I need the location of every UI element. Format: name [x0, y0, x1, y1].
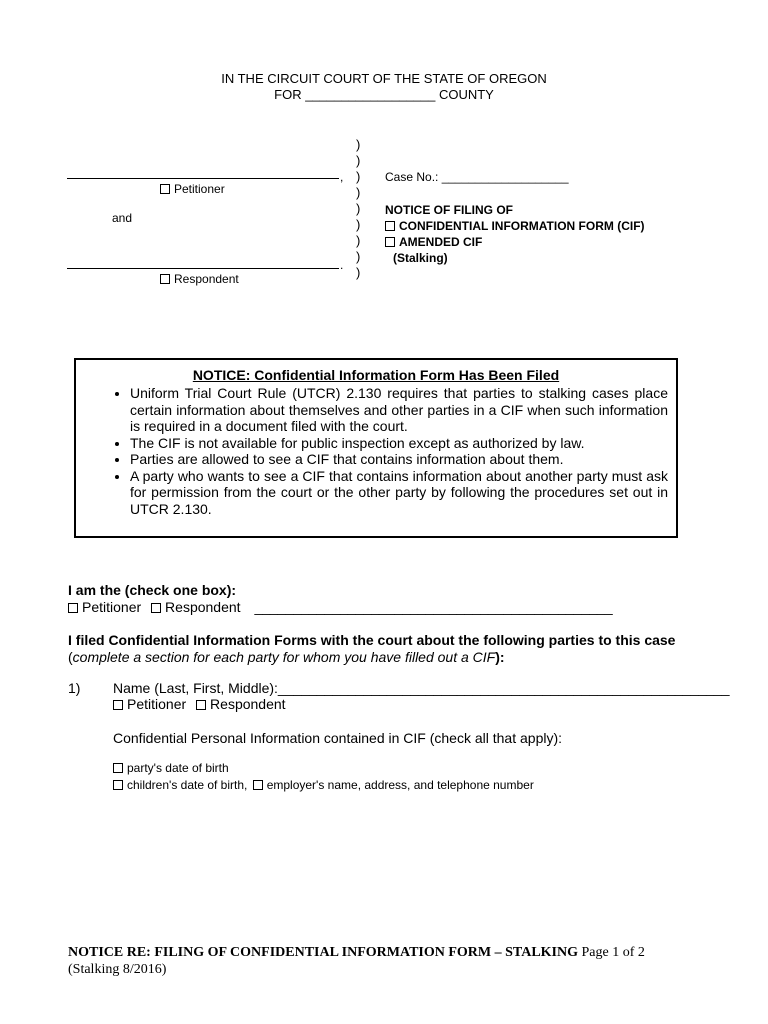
instr-open: ( [68, 649, 73, 665]
children-dob-checkbox[interactable] [113, 780, 123, 790]
caption-paren: ) [356, 169, 361, 184]
filed-instructions [68, 649, 505, 666]
respondent-label: Respondent [174, 272, 239, 286]
iam-petitioner-label: Petitioner [82, 599, 142, 615]
case-number-field[interactable]: Case No.: ___________________ [385, 170, 569, 184]
party-role-options [113, 696, 286, 713]
court-heading: IN THE CIRCUIT COURT OF THE STATE OF OREGON [221, 71, 547, 86]
caption-paren: ) [356, 233, 361, 248]
footer-title [68, 944, 645, 961]
caption-paren: ) [356, 217, 361, 232]
stalking-label: (Stalking) [393, 251, 448, 265]
notice-of-filing-heading: NOTICE OF FILING OF [385, 203, 513, 217]
amended-cif-label: AMENDED CIF [399, 235, 483, 249]
iam-respondent-label: Respondent [165, 599, 241, 615]
caption-paren: ) [356, 185, 361, 200]
party-petitioner-checkbox[interactable] [113, 700, 123, 710]
iam-respondent-checkbox[interactable] [151, 603, 161, 613]
notice-bullet: • A party who wants to see a CIF that contains information about another party must ask for permission from the court or the other party by following the procedures set out in UTCR 2.130. [130, 468, 668, 518]
period: . [340, 258, 344, 272]
iam-name-blank[interactable]: ______________________________________________ [254, 599, 613, 615]
children-employer-options [113, 778, 534, 793]
iam-options [68, 599, 613, 616]
dob-option[interactable] [113, 761, 229, 776]
dob-label: party's date of birth [127, 761, 229, 775]
instr-italic: complete a section for each party for whom you have filled out a CIF [72, 649, 496, 665]
party-petitioner-option[interactable] [113, 696, 186, 712]
amended-cif-option[interactable] [385, 235, 482, 250]
children-dob-option[interactable] [113, 778, 247, 792]
caption-paren: ) [356, 249, 361, 264]
notice-box [74, 358, 678, 538]
employer-option[interactable] [253, 778, 534, 792]
comma: , [340, 170, 344, 184]
amended-cif-checkbox[interactable] [385, 237, 395, 247]
petitioner-label: Petitioner [174, 182, 225, 196]
party-respondent-option[interactable] [196, 696, 286, 712]
party-name-field[interactable]: Name (Last, First, Middle):__________________________________________________________ [113, 680, 730, 696]
notice-title: NOTICE: Confidential Information Form Has Been Filed [192, 367, 560, 383]
filed-heading: I filed Confidential Information Forms with the court about the following parties to this case [68, 632, 676, 648]
cif-label: CONFIDENTIAL INFORMATION FORM (CIF) [399, 219, 645, 233]
respondent-option[interactable] [160, 272, 239, 287]
footer-revision: (Stalking 8/2016) [68, 962, 167, 977]
notice-bullet: • The CIF is not available for public inspection except as authorized by law. [130, 435, 668, 452]
party-petitioner-label: Petitioner [127, 696, 187, 712]
party-respondent-label: Respondent [210, 696, 286, 712]
iam-petitioner-checkbox[interactable] [68, 603, 78, 613]
footer-title-bold: NOTICE RE: FILING OF CONFIDENTIAL INFORMATION FORM – STALKING [68, 945, 579, 960]
instr-close: ): [495, 649, 505, 665]
cif-checkbox[interactable] [385, 221, 395, 231]
caption-paren: ) [356, 137, 361, 152]
party-respondent-checkbox[interactable] [196, 700, 206, 710]
employer-label: employer's name, address, and telephone number [266, 778, 534, 792]
notice-list [76, 385, 676, 517]
confidential-info-label: Confidential Personal Information contained in CIF (check all that apply): [113, 730, 563, 746]
party-number: 1) [68, 680, 81, 696]
petitioner-name-line[interactable] [67, 178, 339, 179]
and-label: and [112, 211, 133, 225]
respondent-name-line[interactable] [67, 268, 339, 269]
petitioner-checkbox[interactable] [160, 184, 170, 194]
iam-respondent-option[interactable] [151, 599, 241, 615]
cif-option[interactable] [385, 219, 645, 234]
caption-paren: ) [356, 265, 361, 280]
iam-heading: I am the (check one box): [68, 582, 237, 598]
respondent-checkbox[interactable] [160, 274, 170, 284]
notice-bullet: • Parties are allowed to see a CIF that contains information about them. [130, 451, 668, 468]
petitioner-option[interactable] [160, 182, 225, 197]
children-dob-label: children's date of birth, [127, 778, 248, 792]
notice-bullet: • Uniform Trial Court Rule (UTCR) 2.130 requires that parties to stalking cases place certain information about themselves and other parties in a CIF when such information is required in a document filed with the court. [130, 385, 668, 435]
caption-paren: ) [356, 201, 361, 216]
footer-page: Page 1 of 2 [578, 945, 645, 960]
caption-paren: ) [356, 153, 361, 168]
county-line: FOR __________________ COUNTY [274, 87, 494, 102]
iam-petitioner-option[interactable] [68, 599, 141, 615]
employer-checkbox[interactable] [253, 780, 263, 790]
dob-checkbox[interactable] [113, 763, 123, 773]
